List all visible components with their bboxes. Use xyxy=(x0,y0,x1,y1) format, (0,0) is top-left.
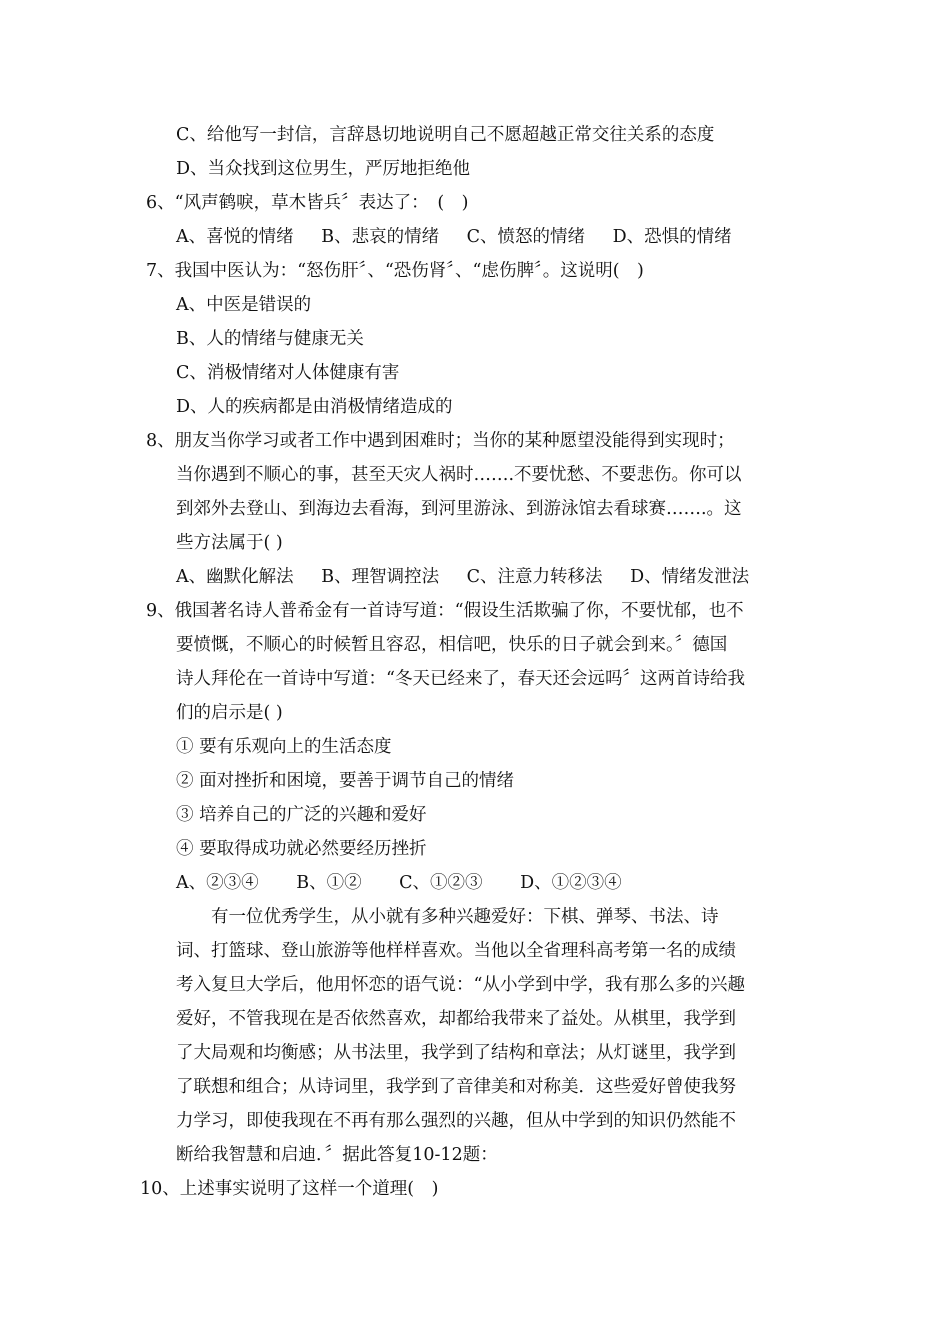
q9-statement-3: ③ 培养自己的广泛的兴趣和爱好 xyxy=(176,805,427,825)
q8-stem-line: 8、朋友当你学习或者工作中遇到困难时；当你的某种愿望没能得到实现时； xyxy=(146,431,735,451)
q9-option-a: A、②③④ xyxy=(176,873,259,893)
q7-option-b: B、人的情绪与健康无关 xyxy=(176,329,364,349)
q9-statement-1: ① 要有乐观向上的生活态度 xyxy=(176,737,392,757)
passage-line: 考入复旦大学后，他用怀恋的语气说：“从小学到中学，我有那么多的兴趣 xyxy=(176,975,745,995)
q8-stem-line: 当你遇到不顺心的事，甚至天灾人祸时…….不要忧愁、不要悲伤。你可以 xyxy=(176,465,742,485)
q8-option-a: A、幽默化解法 xyxy=(176,567,294,587)
q9-stem-line: 9、俄国著名诗人普希金有一首诗写道：“假设生活欺骗了你，不要忧郁，也不 xyxy=(146,601,744,621)
q9-option-b: B、①② xyxy=(296,873,362,893)
passage-line: 力学习，即使我现在不再有那么强烈的兴趣，但从中学到的知识仍然能不 xyxy=(176,1111,736,1131)
q9-option-c: C、①②③ xyxy=(399,873,483,893)
passage-line: 了大局观和均衡感；从书法里，我学到了结构和章法；从灯谜里，我学到 xyxy=(176,1043,736,1063)
passage-line: 断给我智慧和启迪．〞据此答复10-12题： xyxy=(176,1145,498,1165)
passage-line: 爱好，不管我现在是否依然喜欢，却都给我带来了益处。从棋里，我学到 xyxy=(176,1009,736,1029)
q6-option-a: A、喜悦的情绪 xyxy=(176,227,294,247)
q8-stem-line: 些方法属于( ) xyxy=(176,533,283,553)
q9-options xyxy=(176,866,644,900)
q9-statement-2: ② 面对挫折和困境，要善于调节自己的情绪 xyxy=(176,771,515,791)
q10-stem: 10、上述事实说明了这样一个道理( ) xyxy=(140,1179,439,1199)
q6-option-c: C、愤怒的情绪 xyxy=(466,227,586,247)
q7-option-c: C、消极情绪对人体健康有害 xyxy=(176,363,400,383)
q9-option-d: D、①②③④ xyxy=(520,873,622,893)
q6-option-b: B、悲哀的情绪 xyxy=(321,227,440,247)
q9-stem-line: 要愤慨，不顺心的时候暂且容忍，相信吧，快乐的日子就会到来。〞德国 xyxy=(176,635,728,655)
q8-stem-line: 到郊外去登山、到海边去看海，到河里游泳、到游泳馆去看球赛…….。这 xyxy=(176,499,742,519)
q9-stem-line: 们的启示是( ) xyxy=(176,703,283,723)
passage-line: 词、打篮球、登山旅游等他样样喜欢。当他以全省理科高考第一名的成绩 xyxy=(176,941,736,961)
q8-option-b: B、理智调控法 xyxy=(321,567,440,587)
q7-stem: 7、我国中医认为：“怒伤肝〞、“恐伤肾〞、“虑伤脾〞。这说明( ) xyxy=(146,261,644,281)
q9-stem-line: 诗人拜伦在一首诗中写道：“冬天已经来了，春天还会远吗〞这两首诗给我 xyxy=(176,669,745,689)
q5-option-c: C、给他写一封信，言辞恳切地说明自己不愿超越正常交往关系的态度 xyxy=(176,125,715,145)
q6-stem: 6、“风声鹤唳，草木皆兵〞表达了： ( ) xyxy=(146,193,469,213)
q8-option-c: C、注意力转移法 xyxy=(466,567,603,587)
q8-option-d: D、情绪发泄法 xyxy=(630,567,750,587)
passage-line: 了联想和组合；从诗词里，我学到了音律美和对称美．这些爱好曾使我努 xyxy=(176,1077,736,1097)
q6-options xyxy=(176,220,754,254)
q7-option-d: D、人的疾病都是由消极情绪造成的 xyxy=(176,397,453,417)
passage-line: 有一位优秀学生，从小就有多种兴趣爱好：下棋、弹琴、书法、诗 xyxy=(176,907,719,927)
q8-options xyxy=(176,560,771,594)
q7-option-a: A、中医是错误的 xyxy=(176,295,312,315)
q9-statement-4: ④ 要取得成功就必然要经历挫折 xyxy=(176,839,427,859)
q5-option-d: D、当众找到这位男生，严厉地拒绝他 xyxy=(176,159,471,179)
q6-option-d: D、恐惧的情绪 xyxy=(612,227,732,247)
